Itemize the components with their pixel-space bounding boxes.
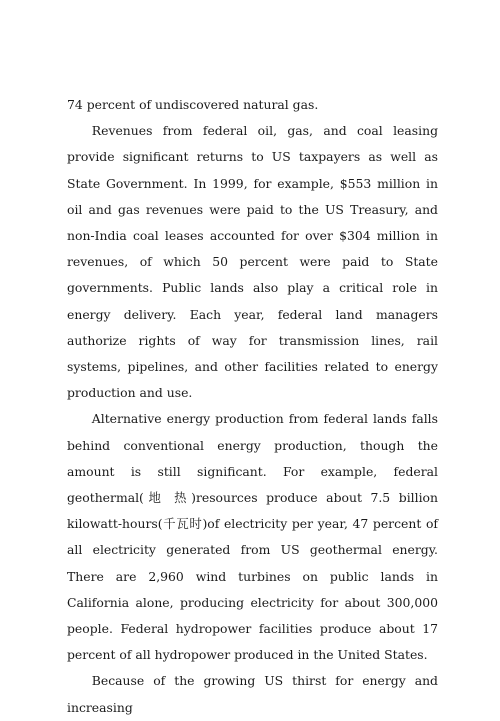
paragraph-2: Revenues from federal oil, gas, and coal leasing provide significant returns to US taxpayers as well as State Government. In 1999, for example, $553 million in oil and gas revenues were paid to the US Treasury, and non-India coal leases accounted for over $304 million in revenues, of which 50 percent were paid to State governments. Public lands also play a critical role in energy delivery. Each year, federal land managers authorize rights of way for transmission lines, rail systems, pipelines, and other facilities related to energy production and use. <box>67 123 438 401</box>
body-text <box>67 92 438 721</box>
paragraph-4: Because of the growing US thirst for energy and increasing <box>67 673 438 715</box>
paragraph-3: Alternative energy production from federal lands falls behind conventional energy production, though the amount is still significant. For example, federal geothermal(地 热)resources produce about 7.5 billion kilowatt-hours(千瓦时)of electricity per year, 47 percent of all electricity generated from US geothermal energy. There are 2,960 wind turbines on public lands in California alone, producing electricity for about 300,000 people. Federal hydropower facilities produce about 17 percent of all hydropower produced in the United States. <box>67 411 438 663</box>
paragraph-1: 74 percent of undiscovered natural gas. <box>67 97 319 112</box>
